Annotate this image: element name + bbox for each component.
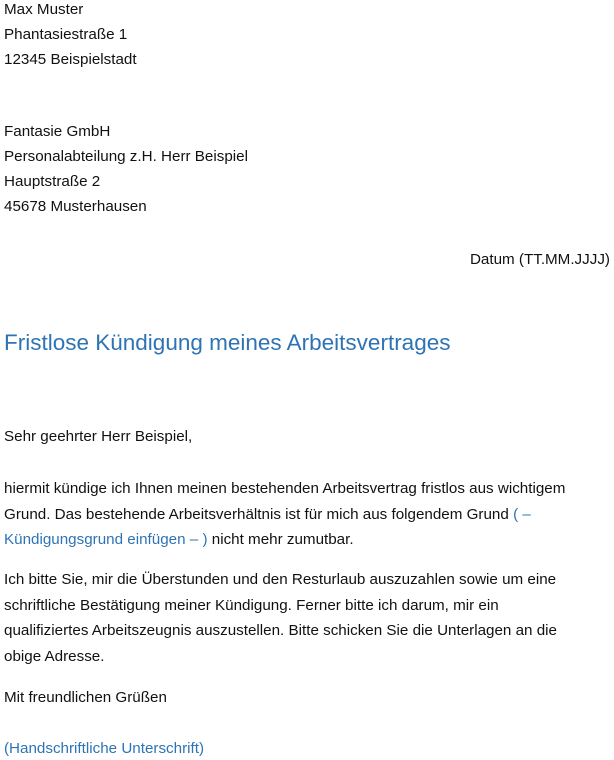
paragraph-1-line-3-text: nicht mehr zumutbar. [211,531,354,549]
recipient-department: Personalabteilung z.H. Herr Beispiel [4,148,248,165]
paragraph-1-line-2 [4,502,610,528]
letter-date: Datum (TT.MM.JJJJ) [469,251,610,268]
paragraph-2-line-2: schriftliche Bestätigung meiner Kündigung. Ferner bitte ich darum, mir ein [4,596,499,614]
paragraph-2-line-3: qualifiziertes Arbeitszeugnis auszustellen. Bitte schicken Sie die Unterlagen an die [4,622,557,640]
paragraph-2-line-4: obige Adresse. [4,647,105,665]
paragraph-1-line-1: hiermit kündige ich Ihnen meinen bestehenden Arbeitsvertrag fristlos aus wichtigem [4,480,566,497]
recipient-street: Hauptstraße 2 [4,173,101,190]
body-paragraph-1 [4,476,610,553]
paragraph-1-line-2-text: Grund. Das bestehende Arbeitsverhältnis ist für mich aus folgendem Grund [4,505,509,523]
reason-placeholder-start: ( – [513,505,531,523]
sender-street: Phantasiestraße 1 [4,26,128,43]
closing-greeting: Mit freundlichen Grüßen [4,689,167,706]
reason-placeholder-end: Kündigungsgrund einfügen – ) [4,531,208,549]
recipient-company: Fantasie GmbH [4,123,111,140]
sender-name: Max Muster [4,1,84,18]
paragraph-1-line-3 [4,527,610,553]
salutation: Sehr geehrter Herr Beispiel, [4,428,193,445]
body-paragraph-2 [4,567,610,669]
letter-subject: Fristlose Kündigung meines Arbeitsvertrages [4,330,451,355]
recipient-city: 45678 Musterhausen [4,198,147,215]
signature-placeholder: (Handschriftliche Unterschrift) [4,740,205,757]
sender-city: 12345 Beispielstadt [4,51,137,68]
paragraph-2-line-1: Ich bitte Sie, mir die Überstunden und den Resturlaub auszuzahlen sowie um eine [4,571,557,588]
